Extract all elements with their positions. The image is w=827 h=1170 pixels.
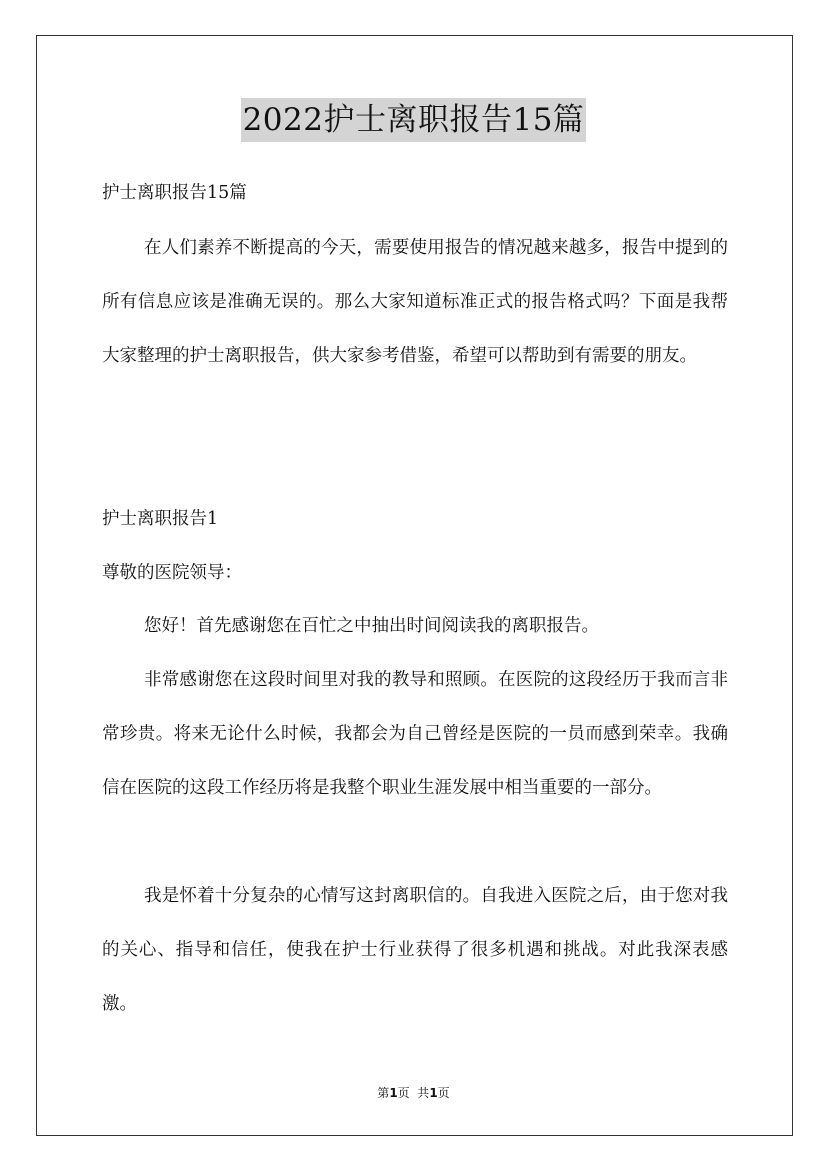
intro-paragraph: 在人们素养不断提高的今天，需要使用报告的情况越来越多，报告中提到的所有信息应该是准确无误的。那么大家知道标准正式的报告格式吗？下面是我帮大家整理的护士离职报告，供大家参考借鉴，希望可以帮助到有需要的朋友。 bbox=[102, 238, 728, 366]
body-paragraph-1: 您好！首先感谢您在百忙之中抽出时间阅读我的离职报告。 bbox=[144, 616, 599, 636]
salutation: 尊敬的医院领导： bbox=[102, 563, 242, 583]
page-label-suffix: 页 bbox=[437, 1086, 450, 1100]
total-pages: 1 bbox=[429, 1086, 438, 1100]
page-label-mid: 页 共 bbox=[397, 1086, 430, 1100]
title-container bbox=[0, 98, 827, 142]
page-footer bbox=[0, 1084, 827, 1101]
document-title: 2022护士离职报告15篇 bbox=[241, 98, 587, 142]
document-subtitle: 护士离职报告15篇 bbox=[102, 183, 247, 203]
page-label-prefix: 第 bbox=[377, 1086, 390, 1100]
page-number: 1 bbox=[389, 1086, 398, 1100]
section-heading: 护士离职报告1 bbox=[102, 509, 219, 529]
body-paragraph-2: 非常感谢您在这段时间里对我的教导和照顾。在医院的这段经历于我而言非常珍贵。将来无论什么时候，我都会为自己曾经是医院的一员而感到荣幸。我确信在医院的这段工作经历将是我整个职业生涯发展中相当重要的一部分。 bbox=[102, 670, 728, 798]
body-paragraph-3: 我是怀着十分复杂的心情写这封离职信的。自我进入医院之后，由于您对我的关心、指导和信任，使我在护士行业获得了很多机遇和挑战。对此我深表感激。 bbox=[102, 886, 728, 1014]
